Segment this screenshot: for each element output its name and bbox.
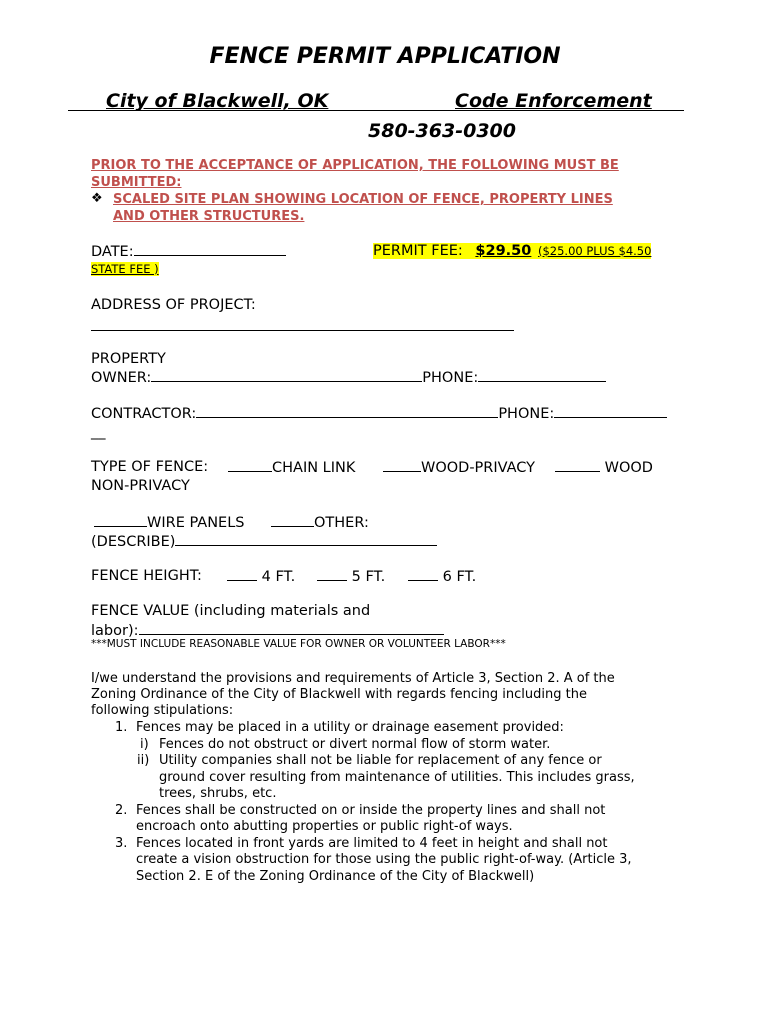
date-field[interactable] xyxy=(134,243,286,256)
fence-value-row xyxy=(91,622,444,639)
provisions-intro-3: following stipulations: xyxy=(91,703,234,718)
phone-number: 580-363-0300 xyxy=(368,120,516,142)
sub2-text-3: trees, shrubs, etc. xyxy=(159,786,277,801)
contractor-phone-overflow: __ xyxy=(91,424,106,440)
describe-row xyxy=(91,533,437,550)
other-label: OTHER: xyxy=(314,515,369,531)
date-label: DATE: xyxy=(91,244,134,260)
sub1-text: Fences do not obstruct or divert normal flow of storm water. xyxy=(159,737,551,752)
address-label: ADDRESS OF PROJECT: xyxy=(91,297,256,313)
owner-label: OWNER: xyxy=(91,370,152,386)
fence-value-label: FENCE VALUE (including materials and xyxy=(91,603,371,619)
owner-phone-label: PHONE: xyxy=(422,370,479,386)
sub2-text-1: Utility companies shall not be liable for replacement of any fence or xyxy=(159,753,602,768)
option-4ft xyxy=(227,568,295,585)
option-wood-non-privacy xyxy=(555,459,653,476)
item2-number: 2. xyxy=(115,803,128,818)
height-5ft-label: 5 FT. xyxy=(351,569,386,585)
non-privacy-label: NON-PRIVACY xyxy=(91,478,190,494)
permit-fee-detail-2: STATE FEE ) xyxy=(91,262,159,276)
wood-non-privacy-blank[interactable] xyxy=(555,459,600,472)
wire-panels-label: WIRE PANELS xyxy=(147,515,245,531)
permit-fee-label: PERMIT FEE: xyxy=(373,243,463,259)
item3-text-2: create a vision obstruction for those using the public right-of-way. (Article 3, xyxy=(136,852,632,867)
notice-line1: PRIOR TO THE ACCEPTANCE OF APPLICATION, THE FOLLOWING MUST BE xyxy=(91,158,619,173)
height-4ft-label: 4 FT. xyxy=(261,569,296,585)
department-name: Code Enforcement xyxy=(455,90,652,112)
fence-value-note: ***MUST INCLUDE REASONABLE VALUE FOR OWNER OR VOLUNTEER LABOR*** xyxy=(91,638,506,650)
owner-phone-field[interactable] xyxy=(478,369,606,382)
owner-label-line1: PROPERTY xyxy=(91,351,166,367)
contractor-phone-field[interactable] xyxy=(554,405,667,418)
wood-label: WOOD xyxy=(604,460,653,476)
fence-value-field[interactable] xyxy=(139,622,444,635)
height-6ft-blank[interactable] xyxy=(408,568,438,581)
option-6ft xyxy=(408,568,476,585)
height-4ft-blank[interactable] xyxy=(227,568,257,581)
chain-link-label: CHAIN LINK xyxy=(272,460,356,476)
wire-panels-blank[interactable] xyxy=(94,514,147,527)
item1-text: Fences may be placed in a utility or drainage easement provided: xyxy=(136,720,564,735)
item2-text-1: Fences shall be constructed on or inside the property lines and shall not xyxy=(136,803,606,818)
provisions-intro-1: I/we understand the provisions and requirements of Article 3, Section 2. A of the xyxy=(91,671,615,686)
notice-line2: SUBMITTED: xyxy=(91,175,182,190)
diamond-bullet-icon: ❖ xyxy=(91,191,103,206)
permit-fee-detail: ($25.00 PLUS $4.50 xyxy=(537,244,652,258)
address-field[interactable] xyxy=(91,330,514,331)
permit-fee xyxy=(373,243,651,259)
item3-number: 3. xyxy=(115,836,128,851)
city-name: City of Blackwell, OK xyxy=(106,90,329,112)
item3-text-1: Fences located in front yards are limited to 4 feet in height and shall not xyxy=(136,836,608,851)
sub2-text-2: ground cover resulting from maintenance of utilities. This includes grass, xyxy=(159,770,635,785)
page-title: FENCE PERMIT APPLICATION xyxy=(209,44,561,69)
contractor-label: CONTRACTOR: xyxy=(91,406,197,422)
chain-link-blank[interactable] xyxy=(228,459,272,472)
sub2-number: ii) xyxy=(137,753,150,768)
option-other xyxy=(271,514,369,531)
other-blank[interactable] xyxy=(271,514,314,527)
wood-privacy-label: WOOD-PRIVACY xyxy=(421,460,536,476)
fence-height-label: FENCE HEIGHT: xyxy=(91,568,202,584)
height-6ft-label: 6 FT. xyxy=(442,569,477,585)
wood-privacy-blank[interactable] xyxy=(383,459,421,472)
option-wood-privacy xyxy=(383,459,535,476)
option-5ft xyxy=(317,568,385,585)
contractor-row xyxy=(91,405,667,422)
fence-type-label: TYPE OF FENCE: xyxy=(91,459,209,475)
option-chain-link xyxy=(228,459,355,476)
owner-row xyxy=(91,369,606,386)
provisions-intro-2: Zoning Ordinance of the City of Blackwell with regards fencing including the xyxy=(91,687,587,702)
contractor-field[interactable] xyxy=(196,405,498,418)
labor-label: labor): xyxy=(91,623,139,639)
sub1-number: i) xyxy=(140,737,149,752)
item1-number: 1. xyxy=(115,720,128,735)
permit-fee-amount: $29.50 xyxy=(475,243,532,259)
owner-field[interactable] xyxy=(151,369,422,382)
contractor-phone-label: PHONE: xyxy=(498,406,555,422)
describe-label: (DESCRIBE) xyxy=(91,534,176,550)
describe-field[interactable] xyxy=(175,533,437,546)
option-wire-panels xyxy=(94,514,245,531)
height-5ft-blank[interactable] xyxy=(317,568,347,581)
date-row xyxy=(91,243,286,260)
notice-item-line2: AND OTHER STRUCTURES. xyxy=(113,209,305,224)
notice-item-line1: SCALED SITE PLAN SHOWING LOCATION OF FENCE, PROPERTY LINES xyxy=(113,192,613,207)
item2-text-2: encroach onto abutting properties or public right-of ways. xyxy=(136,819,513,834)
item3-text-3: Section 2. E of the Zoning Ordinance of the City of Blackwell) xyxy=(136,869,535,884)
